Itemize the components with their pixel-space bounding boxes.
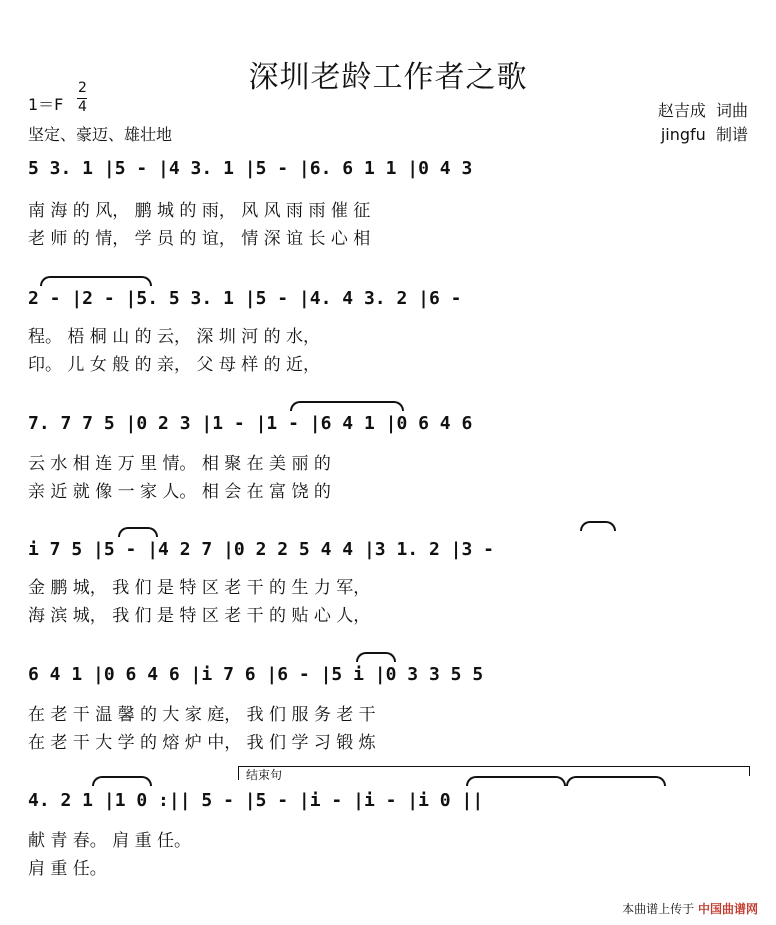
song-title: 深圳老龄工作者之歌 <box>248 60 528 95</box>
lyrics-verse-1: 南 海 的 风， 鹏 城 的 雨， 风 风 雨 雨 催 征 <box>28 201 371 221</box>
notation-line: 4. 2 1 |1 0 :|| 5 - |5 - |i - |i - |i 0 || <box>28 790 484 811</box>
lyrics-verse-2: 海 滨 城， 我 们 是 特 区 老 干 的 贴 心 人， <box>28 606 371 626</box>
lyrics-verse-1: 云 水 相 连 万 里 情。 相 聚 在 美 丽 的 <box>28 454 331 474</box>
lyrics-verse-2: 印。 儿 女 般 的 亲， 父 母 样 的 近， <box>28 355 321 375</box>
upload-text: 本曲谱上传于 <box>622 902 695 916</box>
author-credit: 赵吉成 词曲 <box>657 101 748 120</box>
time-signature-bottom: 4 <box>78 99 87 115</box>
tie-slur <box>92 776 152 786</box>
tie-slur <box>118 527 158 537</box>
upload-footer <box>622 900 758 917</box>
ending-label: 结束句 <box>246 768 283 782</box>
notation-line: 7. 7 7 5 |0 2 3 |1 - |1 - |6 4 1 |0 6 4 6 <box>28 413 473 434</box>
ending-bracket-right <box>749 766 750 776</box>
tie-slur <box>566 776 666 786</box>
lyrics-verse-1: 献 青 春。 肩 重 任。 <box>28 831 192 851</box>
site-logo[interactable]: 中国曲谱网 <box>697 902 758 916</box>
notation-line: 2 - |2 - |5. 5 3. 1 |5 - |4. 4 3. 2 |6 - <box>28 288 462 309</box>
lyrics-verse-2: 老 师 的 情， 学 员 的 谊， 情 深 谊 长 心 相 <box>28 229 371 249</box>
lyrics-verse-1: 程。 梧 桐 山 的 云， 深 圳 河 的 水， <box>28 327 321 347</box>
ending-bracket-left <box>238 766 239 780</box>
ending-bracket-line <box>238 766 750 767</box>
time-signature-top: 2 <box>78 80 87 96</box>
lyrics-verse-1: 在 老 干 温 馨 的 大 家 庭， 我 们 服 务 老 干 <box>28 705 376 725</box>
tie-slur <box>290 401 404 411</box>
key-signature: 1＝F <box>28 95 64 114</box>
tie-slur <box>356 652 396 662</box>
notation-line: i 7 5 |5 - |4 2 7 |0 2 2 5 4 4 |3 1. 2 |3 - <box>28 539 494 560</box>
tie-slur <box>580 521 616 531</box>
lyrics-verse-2: 在 老 干 大 学 的 熔 炉 中， 我 们 学 习 锻 炼 <box>28 733 376 753</box>
tie-slur <box>466 776 566 786</box>
lyrics-verse-2: 肩 重 任。 <box>28 859 107 879</box>
lyrics-verse-2: 亲 近 就 像 一 家 人。 相 会 在 富 饶 的 <box>28 482 331 502</box>
tempo-marking: 坚定、豪迈、雄壮地 <box>28 125 173 144</box>
tie-slur <box>40 276 152 286</box>
lyrics-verse-1: 金 鹏 城， 我 们 是 特 区 老 干 的 生 力 军， <box>28 578 371 598</box>
notation-line: 5 3. 1 |5 - |4 3. 1 |5 - |6. 6 1 1 |0 4 3 <box>28 158 473 179</box>
arranger-credit: jingfu 制谱 <box>660 125 748 144</box>
notation-line: 6 4 1 |0 6 4 6 |i 7 6 |6 - |5 i |0 3 3 5 5 <box>28 664 484 685</box>
